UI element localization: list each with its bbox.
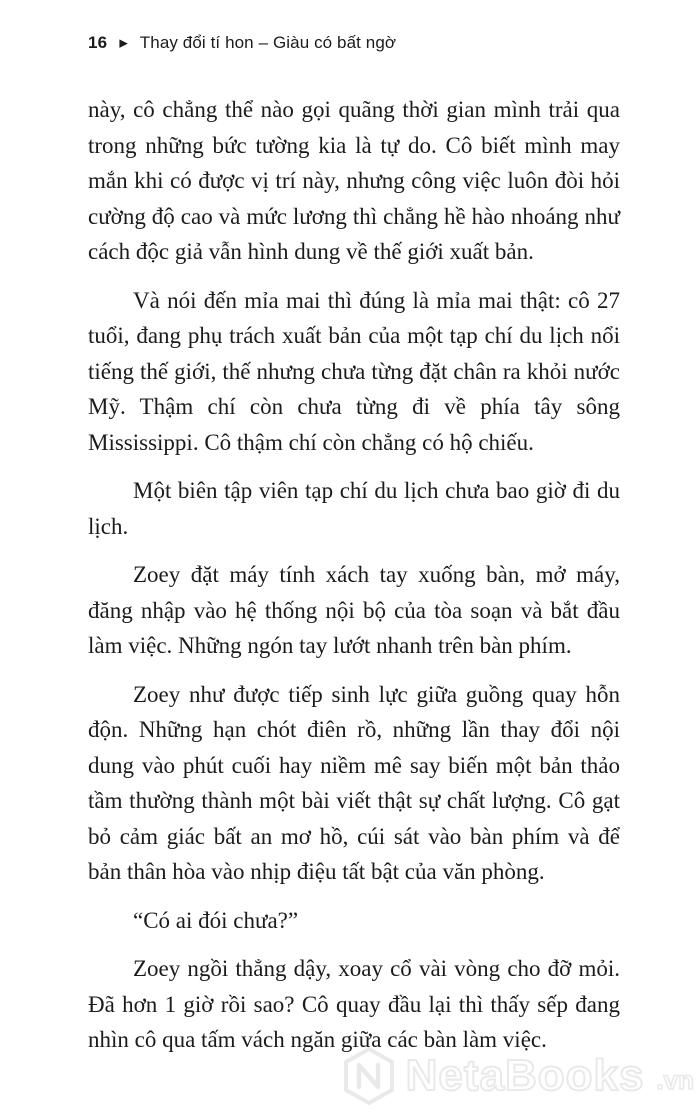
play-triangle-icon: ▶ xyxy=(119,37,128,49)
page-body xyxy=(88,92,620,1071)
paragraph: này, cô chẳng thể nào gọi quãng thời gian mình trải qua trong những bức tường kia là tự do. Cô biết mình may mắn khi có được vị trí này, nhưng công việc luôn đòi hỏi cường độ cao và mức lương thì chẳng hề hào nhoáng như cách độc giả vẫn hình dung về thế giới xuất bản. xyxy=(88,97,620,264)
paragraph: Zoey ngồi thẳng dậy, xoay cổ vài vòng cho đỡ mỏi. Đã hơn 1 giờ rồi sao? Cô quay đầu lại thì thấy sếp đang nhìn cô qua tấm vách ngăn giữa các bàn làm việc. xyxy=(88,956,620,1052)
watermark-tld: .vn xyxy=(656,1065,694,1095)
paragraph: Zoey như được tiếp sinh lực giữa guồng quay hỗn độn. Những hạn chót điên rồ, những lần thay đổi nội dung vào phút cuối hay niềm mê say biến một bản thảo tầm thường thành một bài viết thật sự chất lượng. Cô gạt bỏ cảm giác bất an mơ hồ, cúi sát vào bàn phím và để bản thân hòa vào nhịp điệu tất bật của văn phòng. xyxy=(88,681,620,884)
paragraph: Và nói đến mỉa mai thì đúng là mỉa mai thật: cô 27 tuổi, đang phụ trách xuất bản của một tạp chí du lịch nổi tiếng thế giới, thế nhưng chưa từng đặt chân ra khỏi nước Mỹ. Thậm chí còn chưa từng đi về phía tây sông Mississippi. Cô thậm chí còn chẳng có hộ chiếu. xyxy=(88,287,620,455)
running-header xyxy=(88,33,640,53)
paragraph: “Có ai đói chưa?” xyxy=(133,907,299,933)
paragraph: Một biên tập viên tạp chí du lịch chưa bao giờ đi du lịch. xyxy=(88,478,620,539)
paragraph: Zoey đặt máy tính xách tay xuống bàn, mở máy, đăng nhập vào hệ thống nội bộ của tòa soạn và bắt đầu làm việc. Những ngón tay lướt nhanh trên bàn phím. xyxy=(88,562,620,658)
watermark-brand: NetaBooks xyxy=(405,1051,645,1100)
chapter-title: Thay đổi tí hon – Giàu có bất ngờ xyxy=(139,33,397,52)
page-number: 16 xyxy=(88,33,108,52)
